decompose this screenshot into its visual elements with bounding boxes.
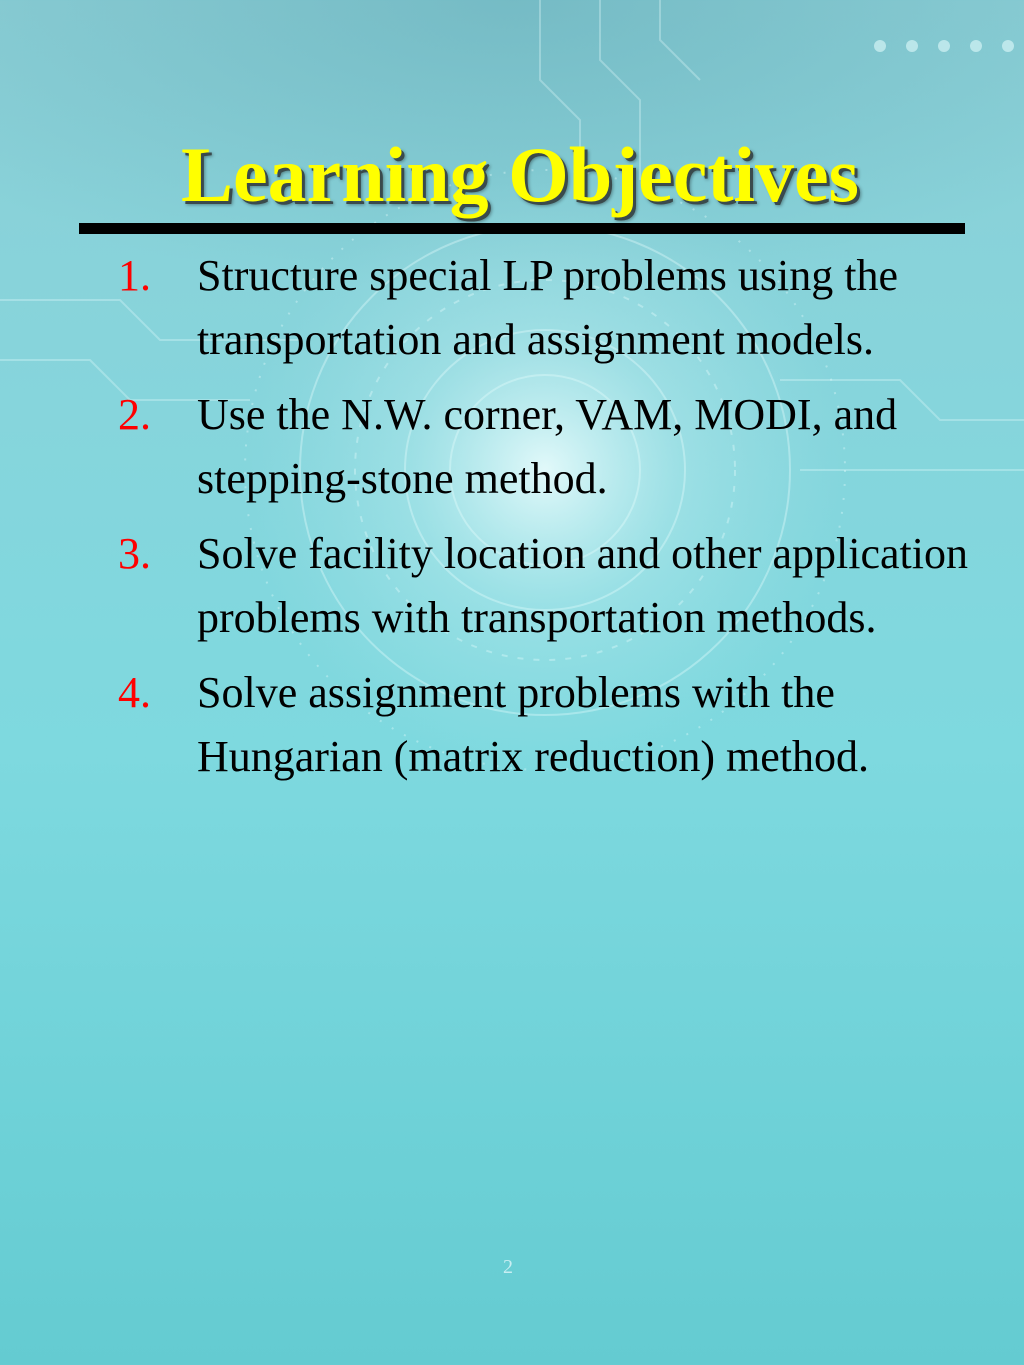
- objective-text: Solve facility location and other application problems with transportation methods.: [197, 529, 968, 642]
- objective-item: [110, 383, 990, 511]
- objective-text: Solve assignment problems with the Hungarian (matrix reduction) method.: [197, 668, 870, 781]
- objective-number: 2.: [118, 390, 151, 439]
- objective-item: [110, 661, 990, 789]
- objective-text: Use the N.W. corner, VAM, MODI, and stepping-stone method.: [197, 390, 898, 503]
- objective-number: 4.: [118, 668, 151, 717]
- objective-number: 1.: [118, 251, 151, 300]
- objective-number: 3.: [118, 529, 151, 578]
- page-number: 2: [503, 1256, 513, 1278]
- objectives-list: [110, 244, 990, 800]
- title-divider: [79, 223, 965, 234]
- objective-text: Structure special LP problems using the transportation and assignment models.: [197, 251, 899, 364]
- slide-title: Learning Objectives: [180, 131, 860, 219]
- objective-item: [110, 244, 990, 372]
- objective-item: [110, 522, 990, 650]
